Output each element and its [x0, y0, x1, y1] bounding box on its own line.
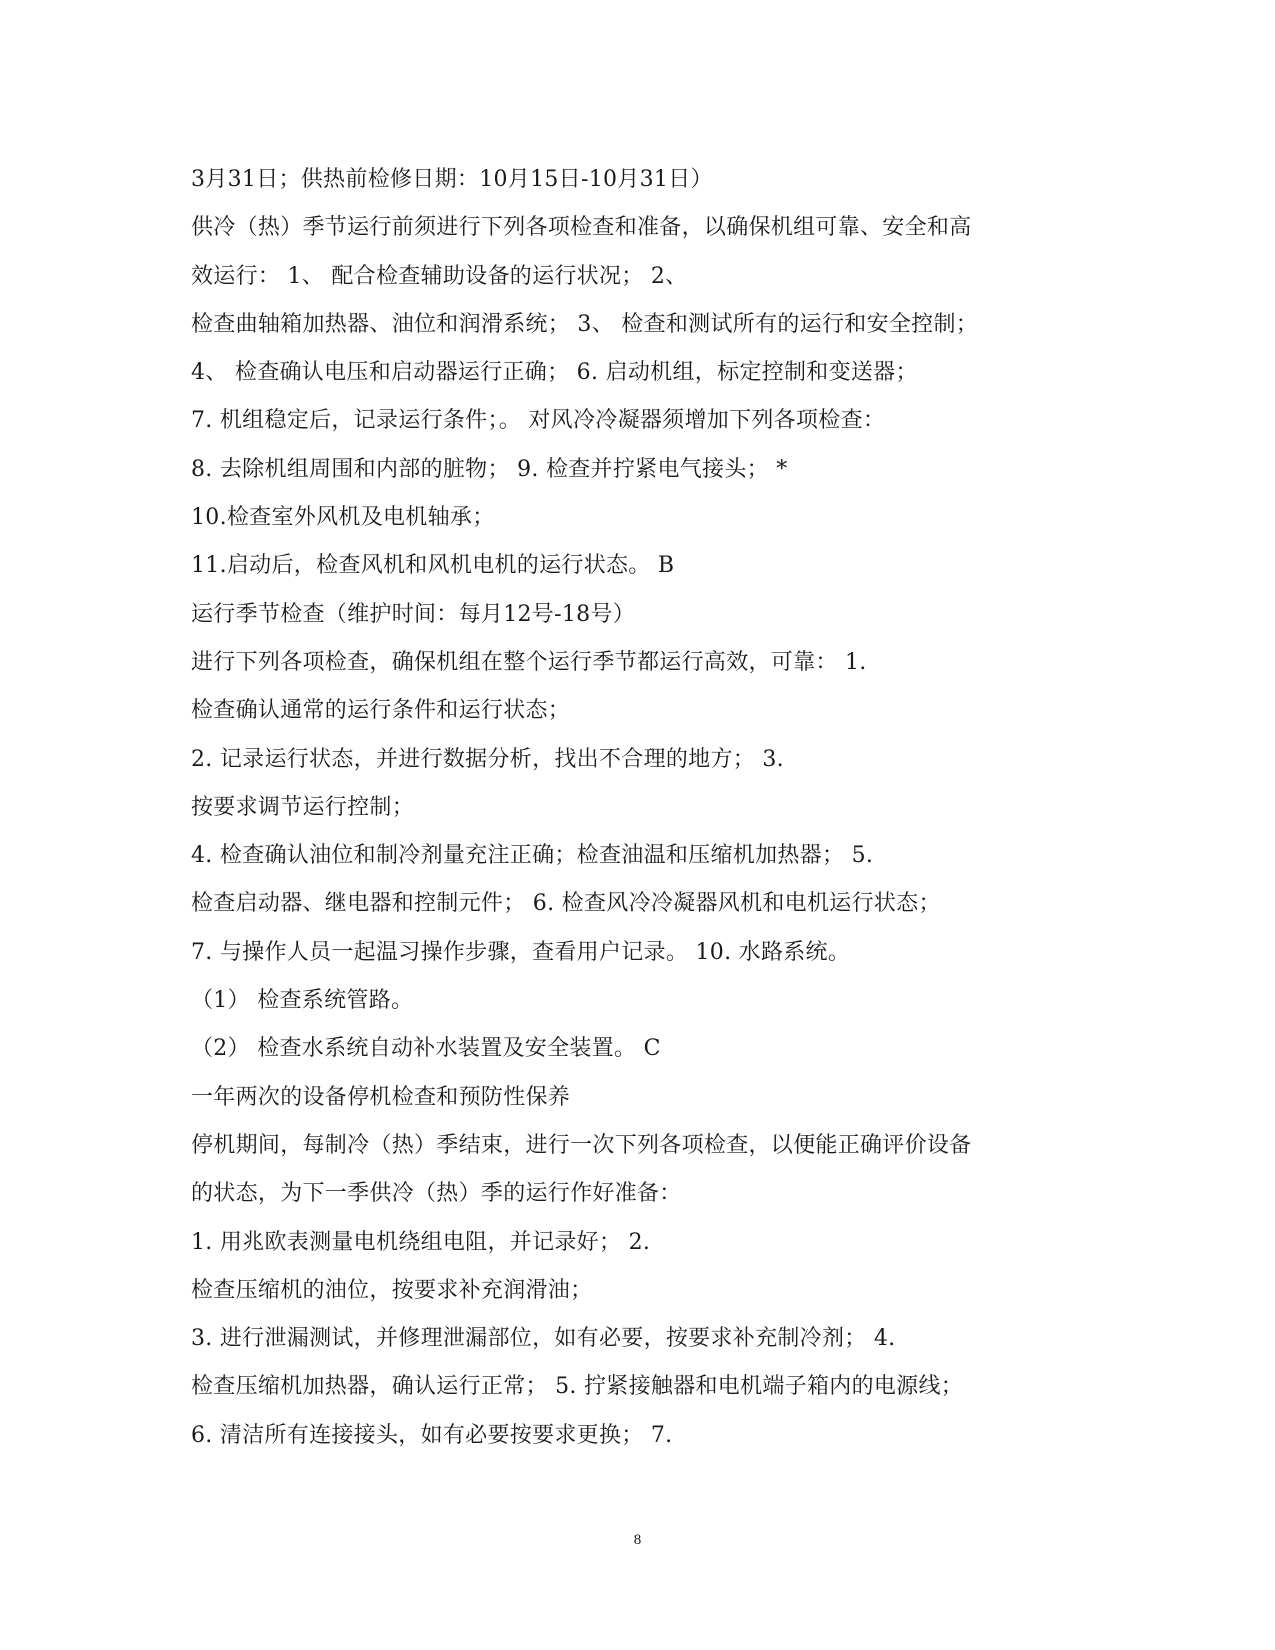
- text-line: 检查启动器、继电器和控制元件； 6. 检查风冷冷凝器风机和电机运行状态；: [191, 891, 941, 917]
- text-line: 8. 去除机组周围和内部的脏物； 9. 检查并拧紧电气接头； *: [191, 456, 788, 482]
- text-line: 2. 记录运行状态，并进行数据分析，找出不合理的地方； 3.: [191, 746, 784, 772]
- text-line: 4、 检查确认电压和启动器运行正确； 6. 启动机组，标定控制和变送器；: [191, 360, 918, 386]
- text-line: （1） 检查系统管路。: [191, 988, 414, 1014]
- text-line: 3月31日；供热前检修日期：10月15日-10月31日）: [191, 167, 713, 192]
- text-line: 3. 进行泄漏测试，并修理泄漏部位，如有必要，按要求补充制冷剂； 4.: [191, 1326, 896, 1352]
- text-line: 10.检查室外风机及电机轴承；: [191, 505, 495, 531]
- text-line: 的状态，为下一季供冷（热）季的运行作好准备：: [191, 1181, 682, 1207]
- text-line: 1. 用兆欧表测量电机绕组电阻，并记录好； 2.: [191, 1229, 651, 1255]
- text-line: 供冷（热）季节运行前须进行下列各项检查和准备，以确保机组可靠、安全和高: [191, 215, 972, 241]
- text-line: 7. 与操作人员一起温习操作步骤，查看用户记录。 10. 水路系统。: [191, 939, 851, 965]
- body-text: [191, 156, 1091, 1460]
- text-line: 运行季节检查（维护时间：每月12号-18号）: [191, 601, 636, 627]
- text-line: 效运行： 1、 配合检查辅助设备的运行状况； 2、: [191, 263, 688, 289]
- text-line: 检查压缩机的油位，按要求补充润滑油；: [191, 1277, 593, 1303]
- text-line: 6. 清洁所有连接接头，如有必要按要求更换； 7.: [191, 1422, 673, 1448]
- page-number: 8: [633, 1532, 642, 1548]
- text-line: 检查确认通常的运行条件和运行状态；: [191, 698, 571, 724]
- text-line: 4. 检查确认油位和制冷剂量充注正确；检查油温和压缩机加热器； 5.: [191, 843, 874, 869]
- text-line: 按要求调节运行控制；: [191, 794, 415, 820]
- text-line: 11.启动后，检查风机和风机电机的运行状态。 B: [191, 553, 675, 579]
- text-line: 7. 机组稳定后，记录运行条件；。 对风冷冷凝器须增加下列各项检查：: [191, 408, 886, 434]
- text-line: 一年两次的设备停机检查和预防性保养: [191, 1084, 571, 1110]
- text-line: 检查曲轴箱加热器、油位和润滑系统； 3、 检查和测试所有的运行和安全控制；: [191, 311, 979, 337]
- text-line: 进行下列各项检查，确保机组在整个运行季节都运行高效，可靠： 1.: [191, 649, 867, 675]
- text-line: （2） 检查水系统自动补水装置及安全装置。 C: [191, 1036, 661, 1062]
- text-line: 停机期间，每制冷（热）季结束，进行一次下列各项检查，以便能正确评价设备: [191, 1132, 972, 1158]
- text-line: 检查压缩机加热器，确认运行正常； 5. 拧紧接触器和电机端子箱内的电源线；: [191, 1374, 964, 1400]
